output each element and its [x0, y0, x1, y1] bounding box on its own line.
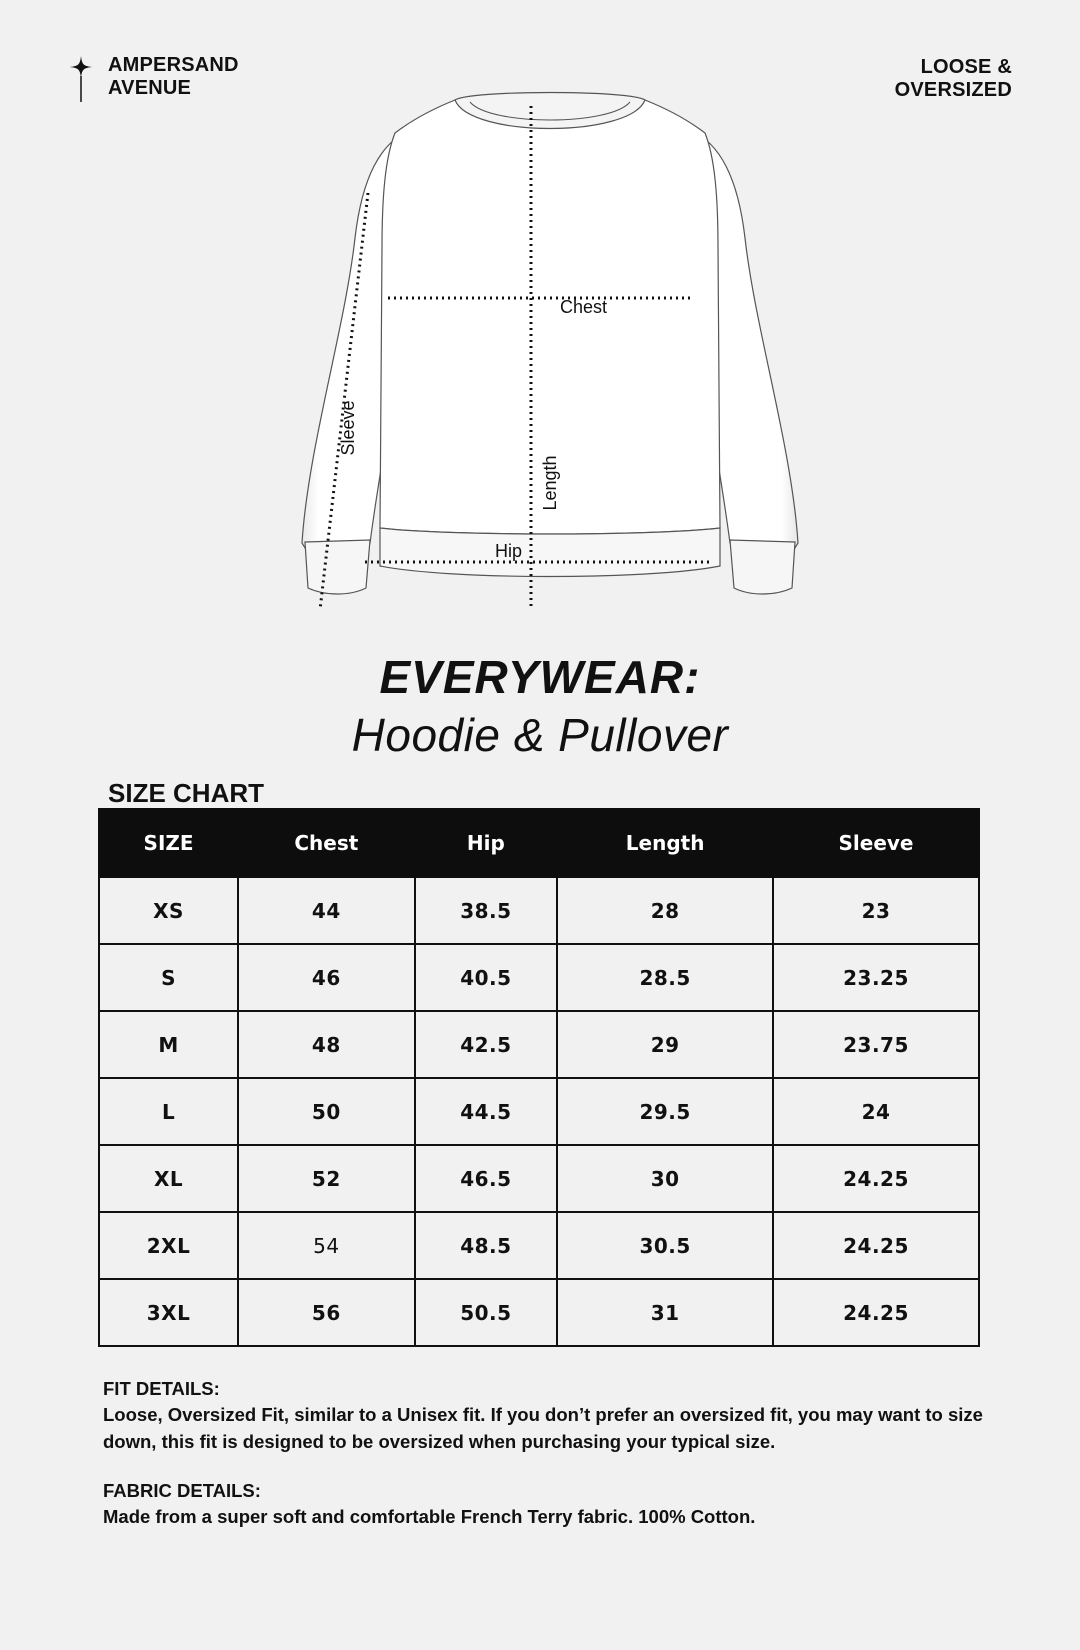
table-row [99, 1212, 979, 1279]
fabric-details [103, 1479, 1003, 1530]
fabric-details-heading: FABRIC DETAILS: [103, 1480, 261, 1501]
fit-details-heading: FIT DETAILS: [103, 1378, 220, 1399]
hip-cell: 42.5 [415, 1011, 558, 1078]
sweatshirt-illustration [300, 88, 800, 628]
fabric-details-text: Made from a super soft and comfortable French Terry fabric. 100% Cotton. [103, 1506, 756, 1527]
sleeve-cell: 24.25 [773, 1212, 979, 1279]
table-row [99, 1078, 979, 1145]
chest-cell: 48 [238, 1011, 414, 1078]
garment-diagram [300, 88, 800, 628]
length-cell: 29 [557, 1011, 773, 1078]
chest-label: Chest [560, 297, 608, 317]
chest-cell: 50 [238, 1078, 414, 1145]
size-table [98, 808, 980, 1347]
header-size: SIZE [99, 809, 238, 877]
details-section [103, 1377, 1003, 1554]
fit-tag-line2: OVERSIZED [894, 79, 1012, 101]
size-chart-label: SIZE CHART [108, 778, 264, 808]
sleeve-cell: 24 [773, 1078, 979, 1145]
table-row [99, 1011, 979, 1078]
fit-tag [895, 56, 1012, 102]
sleeve-cell: 23.25 [773, 944, 979, 1011]
hip-cell: 48.5 [415, 1212, 558, 1279]
length-cell: 30 [557, 1145, 773, 1212]
brand-name [108, 54, 239, 100]
length-cell: 31 [557, 1279, 773, 1346]
hip-cell: 50.5 [415, 1279, 558, 1346]
sleeve-cell: 24.25 [773, 1279, 979, 1346]
chest-cell: 52 [238, 1145, 414, 1212]
size-cell: L [99, 1078, 238, 1145]
header-hip: Hip [415, 809, 558, 877]
header-length: Length [557, 809, 773, 877]
chest-cell: 44 [238, 877, 414, 944]
brand-name-line1: AMPERSAND [108, 54, 239, 76]
chest-cell: 54 [238, 1212, 414, 1279]
length-cell: 28.5 [557, 944, 773, 1011]
size-cell: M [99, 1011, 238, 1078]
size-cell: 2XL [99, 1212, 238, 1279]
sleeve-cell: 23.75 [773, 1011, 979, 1078]
hip-cell: 40.5 [415, 944, 558, 1011]
size-cell: S [99, 944, 238, 1011]
hip-cell: 38.5 [415, 877, 558, 944]
chest-cell: 46 [238, 944, 414, 1011]
fit-details [103, 1377, 1003, 1455]
table-row [99, 944, 979, 1011]
size-cell: XS [99, 877, 238, 944]
header-chest: Chest [238, 809, 414, 877]
header-sleeve: Sleeve [773, 809, 979, 877]
table-row [99, 1279, 979, 1346]
table-row [99, 1145, 979, 1212]
page-title: EVERYWEAR: [379, 651, 701, 703]
four-point-star-icon [66, 54, 96, 104]
chest-cell: 56 [238, 1279, 414, 1346]
fit-details-text: Loose, Oversized Fit, similar to a Unisex fit. If you don’t prefer an oversized fit, you may want to size down, this fit is designed to be oversized when purchasing your typical size. [103, 1404, 983, 1452]
length-cell: 29.5 [557, 1078, 773, 1145]
hip-label: Hip [495, 541, 523, 561]
fit-tag-line1: LOOSE & [920, 56, 1012, 78]
hip-cell: 46.5 [415, 1145, 558, 1212]
size-cell: XL [99, 1145, 238, 1212]
brand-name-line2: AVENUE [108, 77, 192, 99]
page-subtitle: Hoodie & Pullover [351, 709, 729, 761]
sleeve-cell: 24.25 [773, 1145, 979, 1212]
sleeve-cell: 23 [773, 877, 979, 944]
table-row [99, 877, 979, 944]
brand-logo [66, 54, 239, 104]
hip-cell: 44.5 [415, 1078, 558, 1145]
length-label: Length [540, 455, 560, 511]
table-header-row [99, 809, 979, 877]
sleeve-label: Sleeve [338, 400, 358, 456]
length-cell: 28 [557, 877, 773, 944]
size-cell: 3XL [99, 1279, 238, 1346]
length-cell: 30.5 [557, 1212, 773, 1279]
